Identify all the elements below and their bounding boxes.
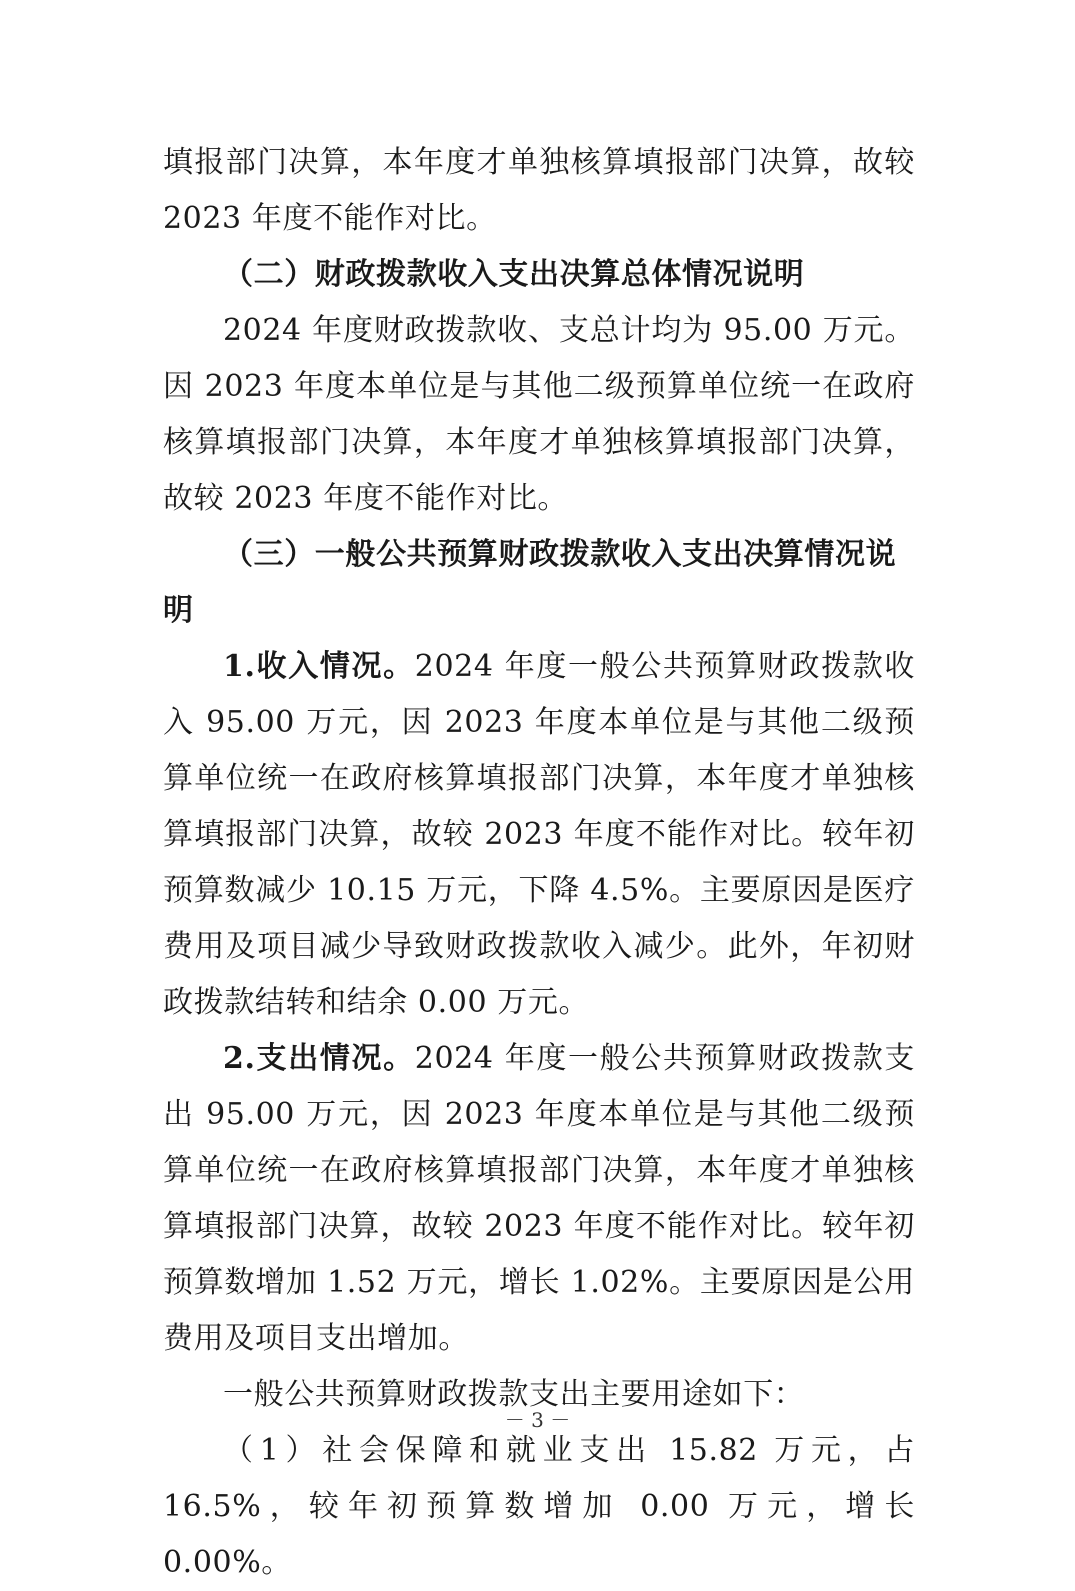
page-number: － 3 － xyxy=(504,1408,571,1432)
income-lead: 1.收入情况。 xyxy=(223,649,415,684)
expenditure-lead: 2.支出情况。 xyxy=(223,1041,415,1076)
income-text: 2024 年度一般公共预算财政拨款收入 95.00 万元，因 2023 年度本单位是与其他二级预算单位统一在政府核算填报部门决算，本年度才单独核算填报部门决算，故较 2023 年度不能作对比。较年初预算数减少 10.15 万元，下降 4.5%。主要原因是医疗费用及项目减少导致财政拨款收入减少。此外，年初财政拨款结转和结余 0.00 万元。 xyxy=(163,649,915,1020)
paragraph-income xyxy=(163,639,915,1031)
section-heading-2: （二）财政拨款收入支出决算总体情况说明 xyxy=(223,257,805,292)
paragraph-social-security: （1）社会保障和就业支出 15.82 万元，占 16.5%，较年初预算数增加 0.00 万元，增长 0.00%。 xyxy=(163,1433,915,1580)
document-body xyxy=(163,135,915,1591)
paragraph-overall-summary: 2024 年度财政拨款收、支总计均为 95.00 万元。因 2023 年度本单位是与其他二级预算单位统一在政府核算填报部门决算，本年度才单独核算填报部门决算，故较 2023 年度不能作对比。 xyxy=(163,313,915,516)
paragraph-main-uses: 一般公共预算财政拨款支出主要用途如下： xyxy=(223,1377,805,1412)
expenditure-text: 2024 年度一般公共预算财政拨款支出 95.00 万元，因 2023 年度本单位是与其他二级预算单位统一在政府核算填报部门决算，本年度才单独核算填报部门决算，故较 2023 年度不能作对比。较年初预算数增加 1.52 万元，增长 1.02%。主要原因是公用费用及项目支出增加。 xyxy=(163,1041,915,1356)
paragraph-expenditure xyxy=(163,1031,915,1367)
section-heading-3: （三）一般公共预算财政拨款收入支出决算情况说明 xyxy=(163,537,897,628)
paragraph-continuation: 填报部门决算，本年度才单独核算填报部门决算，故较 2023 年度不能作对比。 xyxy=(163,145,915,236)
